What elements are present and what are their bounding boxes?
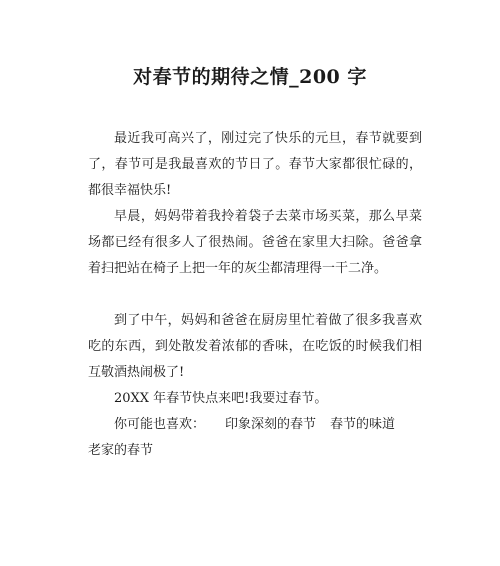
- paragraph-1: 最近我可高兴了，刚过完了快乐的元旦，春节就要到了，春节可是我最喜欢的节日了。春节大家都很忙碌的，都很幸福快乐!: [88, 131, 422, 198]
- paragraph-3: 到了中午，妈妈和爸爸在厨房里忙着做了很多我喜欢吃的东西，到处散发着浓郁的香味，在吃饭的时候我们相互敬酒热闹极了!: [88, 313, 422, 380]
- you-may-like-label: 你可能也喜欢：: [114, 417, 206, 432]
- related-link-3[interactable]: 老家的春节: [88, 443, 154, 458]
- paragraph-4: 20XX 年春节快点来吧!我要过春节。: [114, 391, 328, 406]
- article-body: [88, 126, 422, 464]
- related-link-2[interactable]: 春节的味道: [330, 417, 396, 432]
- paragraph-2: 早晨，妈妈带着我拎着袋子去菜市场买菜，那么早菜场都已经有很多人了很热闹。爸爸在家里大扫除。爸爸拿着扫把站在椅子上把一年的灰尘都清理得一干二净。: [88, 209, 422, 276]
- you-may-like-line: [88, 412, 422, 438]
- related-link-1[interactable]: 印象深刻的春节: [225, 417, 317, 432]
- related-link-3-line: [88, 438, 422, 464]
- article-title: 对春节的期待之情_200 字: [133, 66, 367, 88]
